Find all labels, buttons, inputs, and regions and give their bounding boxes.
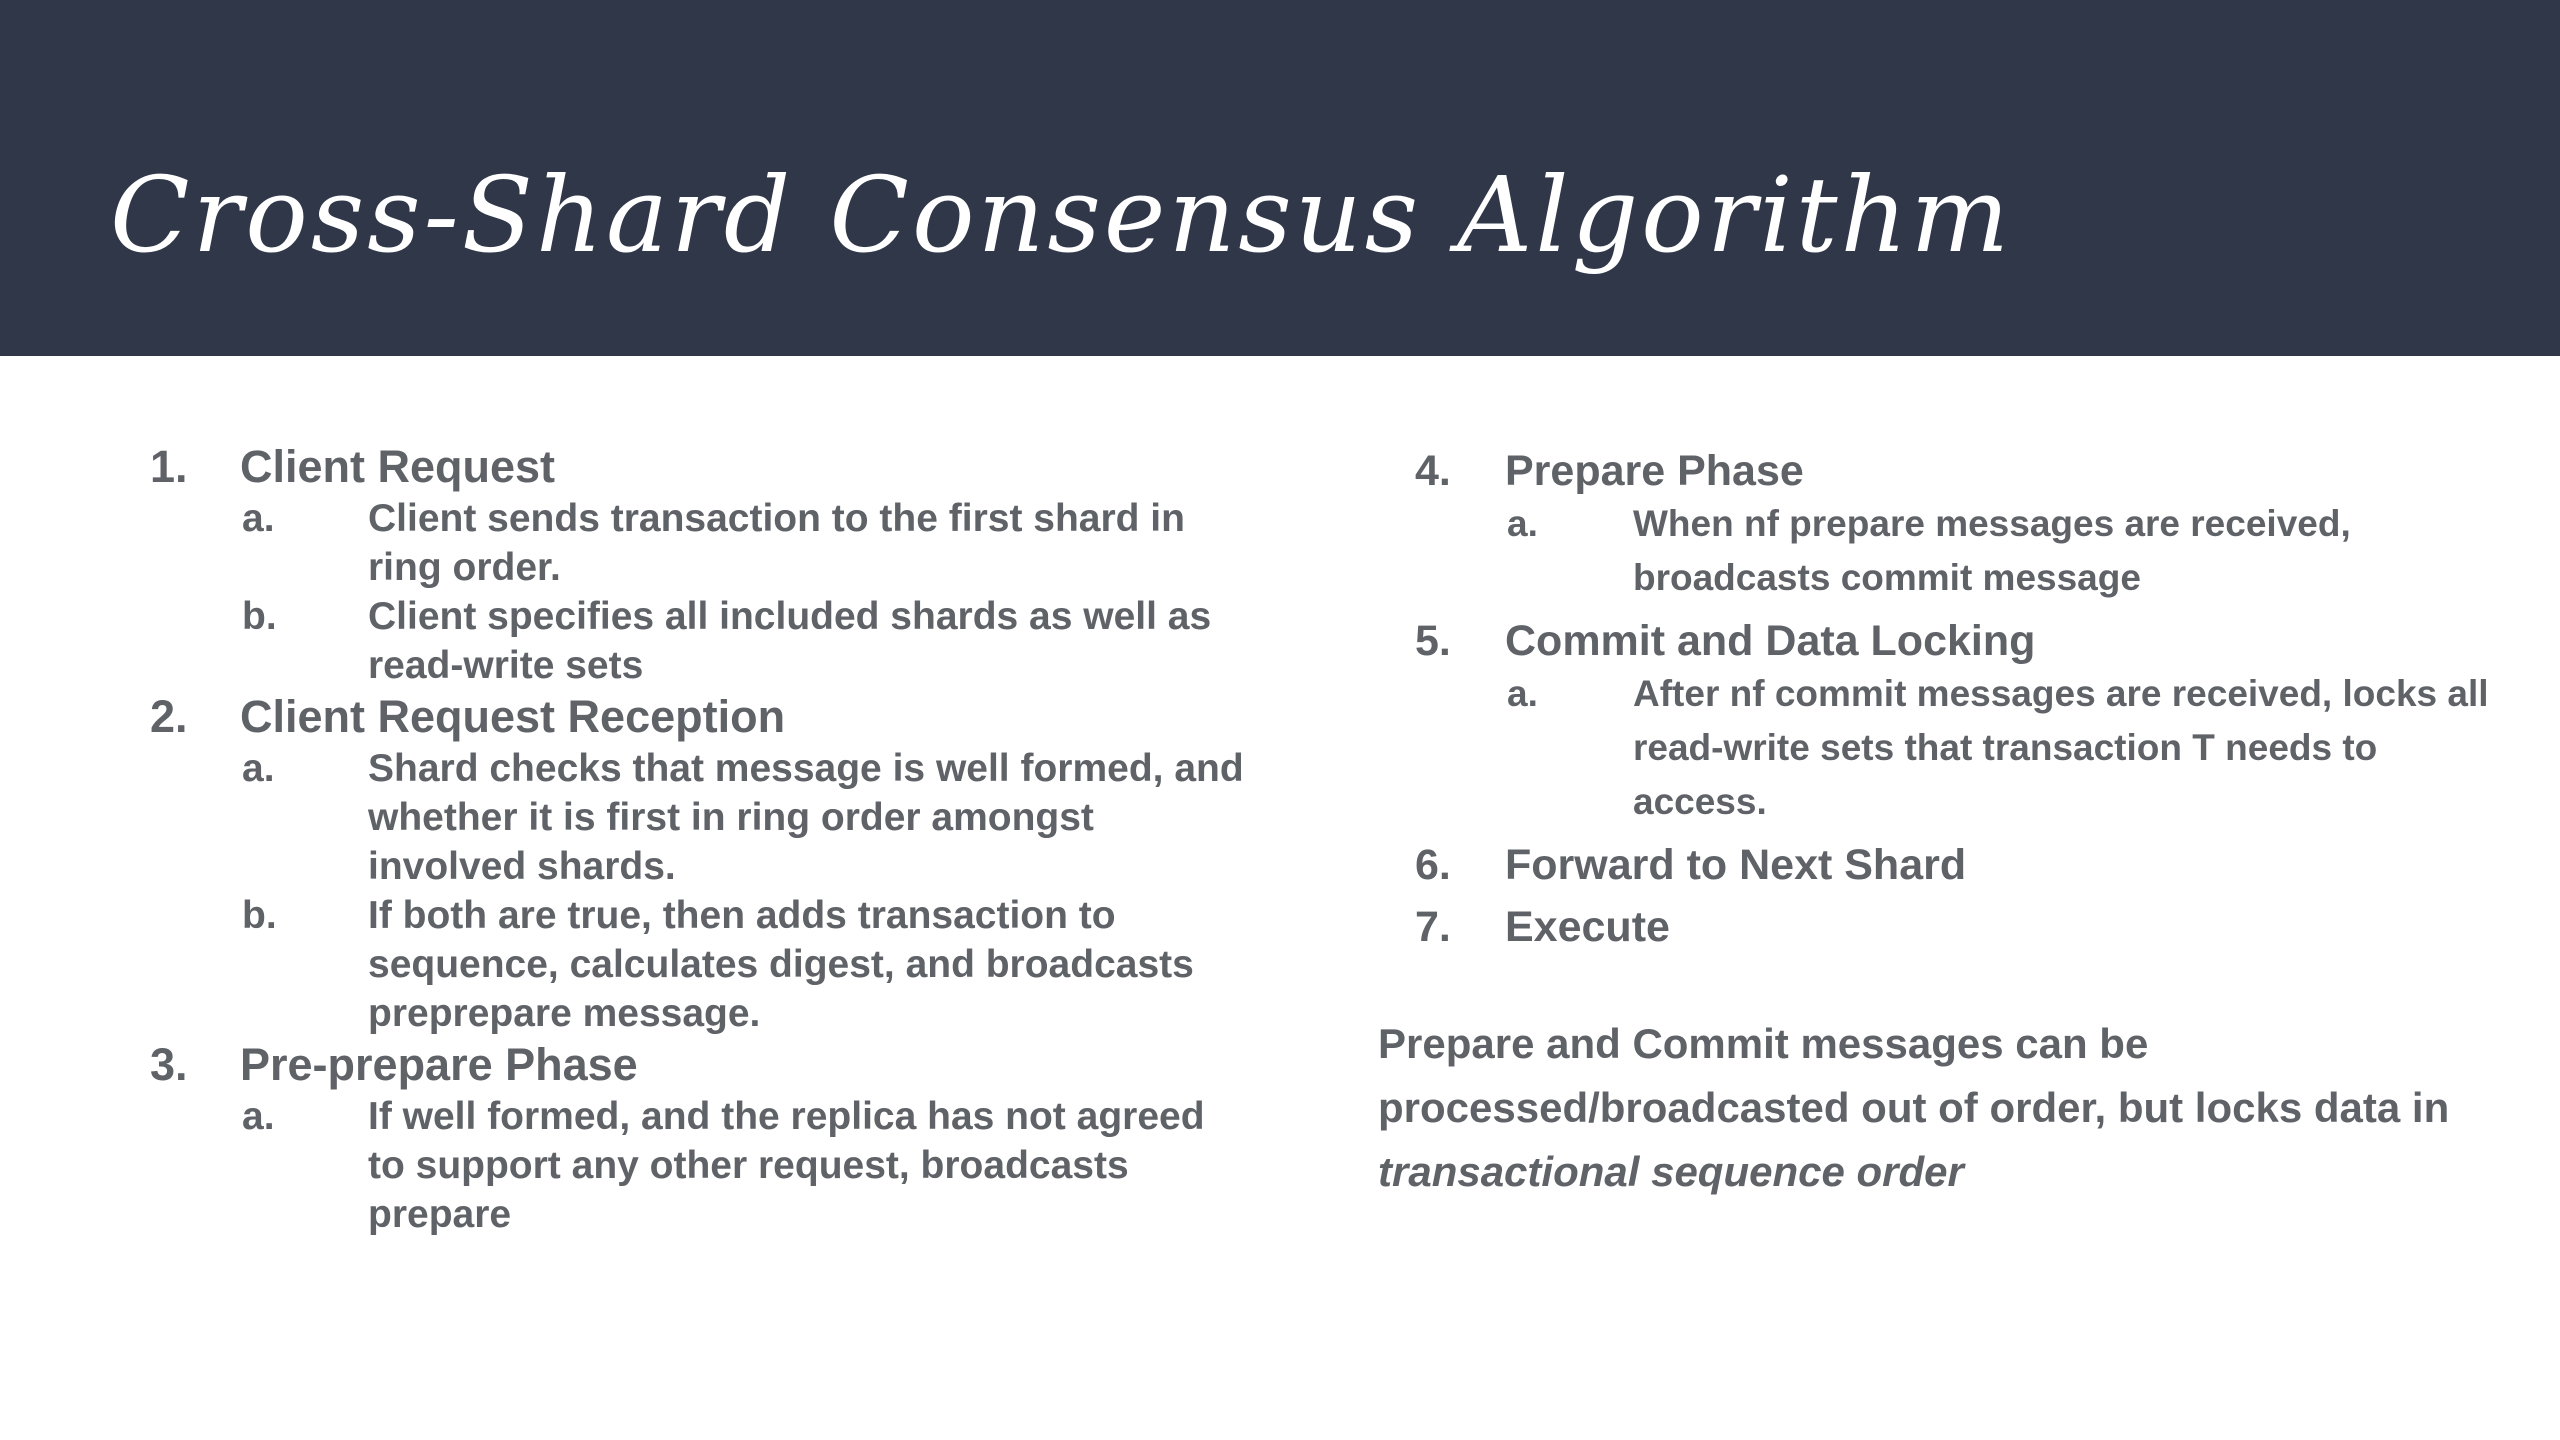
ordering-note xyxy=(1378,1012,2528,1204)
substep-letter: a. xyxy=(1507,673,1538,714)
substep-list xyxy=(1505,497,2495,605)
note-emphasis: transactional sequence order xyxy=(1378,1148,1964,1195)
substep-item xyxy=(240,744,1250,891)
substep-item xyxy=(1505,667,2495,829)
step-item-5 xyxy=(1415,615,2495,829)
substep-item xyxy=(240,494,1250,592)
title-bar xyxy=(0,0,2560,356)
substep-text: If both are true, then adds transaction to sequence, calculates digest, and broadcasts preprepare message. xyxy=(368,894,1194,1035)
substep-text: When nf prepare messages are received, broadcasts commit message xyxy=(1633,503,2351,598)
substep-text: Shard checks that message is well formed, and whether it is first in ring order amongst involved shards. xyxy=(368,747,1244,888)
substep-text: Client specifies all included shards as well as read-write sets xyxy=(368,595,1212,687)
substep-item xyxy=(240,1092,1250,1239)
step-item-7 xyxy=(1415,901,2495,953)
step-number: 6. xyxy=(1415,841,1451,889)
step-title: Pre-prepare Phase xyxy=(240,1039,638,1090)
substep-item xyxy=(240,891,1250,1038)
step-number: 3. xyxy=(150,1039,188,1090)
step-number: 7. xyxy=(1415,903,1451,951)
substep-letter: a. xyxy=(242,1095,275,1138)
left-column xyxy=(150,440,1250,1239)
step-item-2 xyxy=(150,690,1250,1038)
step-number: 2. xyxy=(150,691,188,742)
steps-list-right xyxy=(1415,445,2495,953)
substep-text: After nf commit messages are received, locks all read-write sets that transaction T needs to access. xyxy=(1633,673,2489,822)
substep-letter: a. xyxy=(1507,503,1538,544)
step-title: Client Request Reception xyxy=(240,691,786,742)
step-title: Client Request xyxy=(240,441,556,492)
substep-text: Client sends transaction to the first shard in ring order. xyxy=(368,497,1185,589)
substep-letter: a. xyxy=(242,747,275,790)
substep-item xyxy=(240,592,1250,690)
substep-list xyxy=(1505,667,2495,829)
steps-list-left xyxy=(150,440,1250,1239)
substep-letter: b. xyxy=(242,894,277,937)
substep-text: If well formed, and the replica has not agreed to support any other request, broadcasts prepare xyxy=(368,1095,1205,1236)
step-title: Commit and Data Locking xyxy=(1505,617,2036,665)
step-title: Forward to Next Shard xyxy=(1505,841,1967,889)
step-item-4 xyxy=(1415,445,2495,605)
substep-list xyxy=(240,1092,1250,1239)
step-title: Execute xyxy=(1505,903,1670,951)
substep-list xyxy=(240,744,1250,1038)
right-column xyxy=(1415,445,2495,963)
step-number: 5. xyxy=(1415,617,1451,665)
slide-title: Cross-Shard Consensus Algorithm xyxy=(110,154,2013,276)
note-text: Prepare and Commit messages can be processed/broadcasted out of order, but locks data in xyxy=(1378,1020,2450,1131)
substep-letter: a. xyxy=(242,497,275,540)
step-item-1 xyxy=(150,440,1250,690)
substep-list xyxy=(240,494,1250,690)
step-item-3 xyxy=(150,1038,1250,1239)
step-title: Prepare Phase xyxy=(1505,447,1804,495)
step-number: 1. xyxy=(150,441,188,492)
step-number: 4. xyxy=(1415,447,1451,495)
substep-item xyxy=(1505,497,2495,605)
substep-letter: b. xyxy=(242,595,277,638)
step-item-6 xyxy=(1415,839,2495,891)
